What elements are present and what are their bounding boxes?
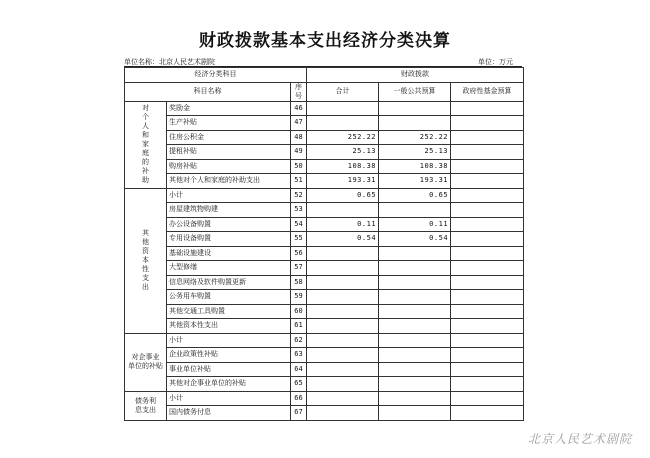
- row-total: [307, 391, 379, 406]
- row-general-budget: 25.13: [379, 145, 451, 160]
- row-total: 252.22: [307, 130, 379, 145]
- row-name: 事业单位补贴: [167, 362, 291, 377]
- row-general-budget: 0.11: [379, 217, 451, 232]
- table-body: [125, 101, 524, 420]
- row-total: 0.65: [307, 188, 379, 203]
- row-general-budget: [379, 101, 451, 116]
- row-seq: 64: [291, 362, 307, 377]
- row-name: 基础设施建设: [167, 246, 291, 261]
- row-name: 小计: [167, 391, 291, 406]
- unit-measure-label: 单位：万元: [478, 58, 513, 66]
- row-seq: 63: [291, 348, 307, 363]
- row-name: 生产补贴: [167, 116, 291, 131]
- row-general-budget: 0.54: [379, 232, 451, 247]
- row-general-budget: [379, 261, 451, 276]
- row-total: [307, 304, 379, 319]
- table-row: [125, 261, 524, 276]
- seq-header: 序号: [291, 82, 307, 101]
- row-seq: 65: [291, 377, 307, 392]
- row-total: [307, 261, 379, 276]
- table-row: [125, 362, 524, 377]
- fund-budget-header: 政府性基金预算: [451, 82, 524, 101]
- row-name: 企业政策性补贴: [167, 348, 291, 363]
- row-general-budget: [379, 391, 451, 406]
- row-general-budget: [379, 116, 451, 131]
- watermark: 北京人民艺术剧院: [528, 432, 633, 446]
- row-general-budget: [379, 377, 451, 392]
- table-row: [125, 275, 524, 290]
- row-name: 购房补贴: [167, 159, 291, 174]
- row-total: [307, 406, 379, 421]
- row-seq: 57: [291, 261, 307, 276]
- row-name: 其他资本性支出: [167, 319, 291, 334]
- table-row: [125, 116, 524, 131]
- row-fund-budget: [451, 406, 524, 421]
- row-name: 其他交通工具购置: [167, 304, 291, 319]
- row-seq: 47: [291, 116, 307, 131]
- section-label: 其他资本性支出: [125, 188, 167, 333]
- row-fund-budget: [451, 275, 524, 290]
- row-fund-budget: [451, 391, 524, 406]
- row-seq: 55: [291, 232, 307, 247]
- table-row: [125, 232, 524, 247]
- row-total: 0.54: [307, 232, 379, 247]
- row-total: [307, 290, 379, 305]
- row-fund-budget: [451, 130, 524, 145]
- row-total: [307, 116, 379, 131]
- row-name: 提租补贴: [167, 145, 291, 160]
- row-general-budget: [379, 319, 451, 334]
- row-fund-budget: [451, 362, 524, 377]
- total-header: 合计: [307, 82, 379, 101]
- general-budget-header: 一般公共预算: [379, 82, 451, 101]
- row-seq: 54: [291, 217, 307, 232]
- row-fund-budget: [451, 348, 524, 363]
- row-total: 193.31: [307, 174, 379, 189]
- row-seq: 62: [291, 333, 307, 348]
- row-fund-budget: [451, 203, 524, 218]
- row-total: [307, 377, 379, 392]
- row-total: 25.13: [307, 145, 379, 160]
- row-name: 大型修缮: [167, 261, 291, 276]
- row-general-budget: [379, 304, 451, 319]
- row-name: 奖励金: [167, 101, 291, 116]
- row-seq: 51: [291, 174, 307, 189]
- expenditure-table: [124, 67, 524, 421]
- row-fund-budget: [451, 145, 524, 160]
- row-name: 房屋建筑物购建: [167, 203, 291, 218]
- row-total: [307, 362, 379, 377]
- fiscal-header: 财政拨款: [307, 68, 524, 83]
- row-seq: 49: [291, 145, 307, 160]
- row-general-budget: 193.31: [379, 174, 451, 189]
- row-general-budget: 108.38: [379, 159, 451, 174]
- row-general-budget: [379, 203, 451, 218]
- row-name: 住房公积金: [167, 130, 291, 145]
- row-general-budget: 252.22: [379, 130, 451, 145]
- row-seq: 50: [291, 159, 307, 174]
- table-row: [125, 130, 524, 145]
- row-total: 0.11: [307, 217, 379, 232]
- row-seq: 53: [291, 203, 307, 218]
- row-total: [307, 319, 379, 334]
- row-total: [307, 348, 379, 363]
- row-seq: 67: [291, 406, 307, 421]
- row-name: 办公设备购置: [167, 217, 291, 232]
- table-row: [125, 391, 524, 406]
- row-fund-budget: [451, 159, 524, 174]
- row-seq: 59: [291, 290, 307, 305]
- row-seq: 58: [291, 275, 307, 290]
- row-general-budget: [379, 290, 451, 305]
- row-seq: 46: [291, 101, 307, 116]
- table-row: [125, 101, 524, 116]
- section-label: 对个人和家庭的补助: [125, 101, 167, 188]
- row-general-budget: [379, 275, 451, 290]
- row-seq: 48: [291, 130, 307, 145]
- row-total: [307, 275, 379, 290]
- section-label: 对企事业 单位的补贴: [125, 333, 167, 391]
- row-seq: 56: [291, 246, 307, 261]
- row-name: 小计: [167, 188, 291, 203]
- row-total: 108.38: [307, 159, 379, 174]
- row-seq: 52: [291, 188, 307, 203]
- row-fund-budget: [451, 246, 524, 261]
- row-fund-budget: [451, 304, 524, 319]
- row-total: [307, 333, 379, 348]
- row-fund-budget: [451, 217, 524, 232]
- row-name: 公务用车购置: [167, 290, 291, 305]
- table-row: [125, 203, 524, 218]
- row-fund-budget: [451, 377, 524, 392]
- row-general-budget: [379, 246, 451, 261]
- row-fund-budget: [451, 116, 524, 131]
- row-name: 小计: [167, 333, 291, 348]
- table-row: [125, 290, 524, 305]
- row-total: [307, 246, 379, 261]
- row-fund-budget: [451, 188, 524, 203]
- table-row: [125, 406, 524, 421]
- row-fund-budget: [451, 232, 524, 247]
- row-fund-budget: [451, 101, 524, 116]
- row-general-budget: 0.65: [379, 188, 451, 203]
- row-fund-budget: [451, 174, 524, 189]
- table-row: [125, 159, 524, 174]
- row-general-budget: [379, 333, 451, 348]
- table-row: [125, 217, 524, 232]
- table-row: [125, 246, 524, 261]
- page-title: 财政拨款基本支出经济分类决算: [199, 31, 451, 51]
- row-seq: 66: [291, 391, 307, 406]
- row-name: 信息网络及软件购置更新: [167, 275, 291, 290]
- row-seq: 61: [291, 319, 307, 334]
- row-fund-budget: [451, 290, 524, 305]
- table-row: [125, 377, 524, 392]
- row-seq: 60: [291, 304, 307, 319]
- row-fund-budget: [451, 333, 524, 348]
- row-name: 专用设备购置: [167, 232, 291, 247]
- row-total: [307, 101, 379, 116]
- table-row: [125, 319, 524, 334]
- row-general-budget: [379, 348, 451, 363]
- table-row: [125, 304, 524, 319]
- row-fund-budget: [451, 319, 524, 334]
- row-total: [307, 203, 379, 218]
- unit-name-label: 单位名称：北京人民艺术剧院: [124, 58, 215, 66]
- row-name: 其他对个人和家庭的补助支出: [167, 174, 291, 189]
- row-name: 其他对企事业单位的补贴: [167, 377, 291, 392]
- table-row: [125, 188, 524, 203]
- row-general-budget: [379, 406, 451, 421]
- econ-class-header: 经济分类科目: [125, 68, 307, 83]
- row-fund-budget: [451, 261, 524, 276]
- table-row: [125, 348, 524, 363]
- table-row: [125, 145, 524, 160]
- table-row: [125, 174, 524, 189]
- item-name-header: 科目名称: [125, 82, 291, 101]
- section-label: 债务利 息支出: [125, 391, 167, 420]
- row-name: 国内债务付息: [167, 406, 291, 421]
- table-row: [125, 333, 524, 348]
- row-general-budget: [379, 362, 451, 377]
